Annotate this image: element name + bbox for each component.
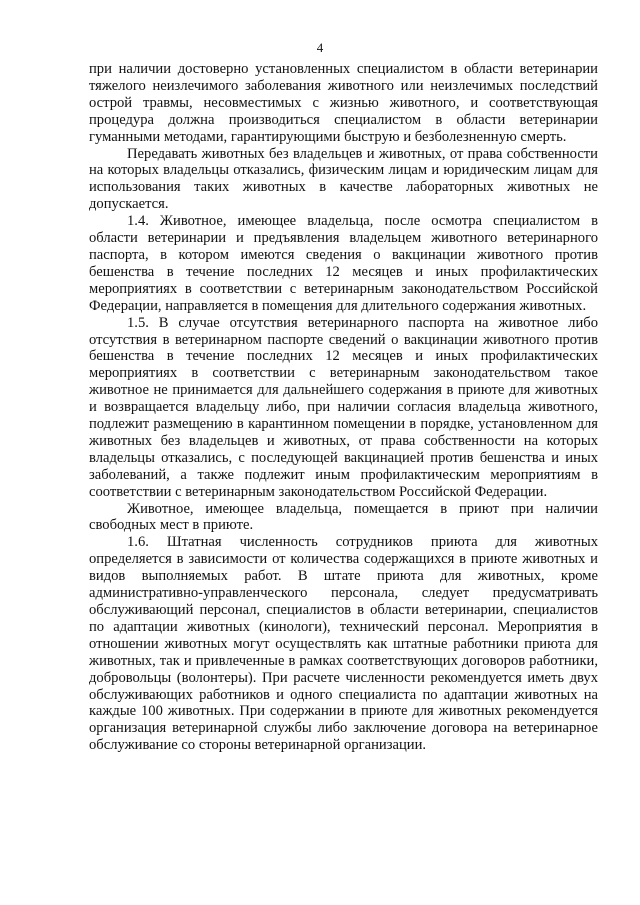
document-body — [89, 61, 598, 754]
page-number: 4 — [316, 40, 324, 55]
paragraph-1-4: 1.4. Животное, имеющее владельца, после осмотра специалистом в области ветеринарии и предъявления владельцем животного ветеринарного паспорта, в котором имеются сведения о вакцинации животного против бешенства в течение последних 12 месяцев и иных профилактических мероприятиях в соответствии с ветеринарным законодательством Российской Федерации, направляется в помещения для длительного содержания животных. — [89, 213, 598, 314]
paragraph-1-5: 1.5. В случае отсутствия ветеринарного паспорта на животное либо отсутствия в ветеринарном паспорте сведений о вакцинации животного против бешенства в течение последних 12 месяцев и иных профилактических мероприятиях в соответствии с ветеринарным законодательством такое животное не принимается для дальнейшего содержания в приюте для животных и возвращается владельцу либо, при наличии согласия владельца животного, подлежит размещению в карантинном помещении в порядке, установленном для животных без владельцев и животных, от права собственности на которых владельцы отказались, с последующей вакцинацией против бешенства и иных заболеваний, а также подлежит иным профилактическим мероприятиям в соответствии с ветеринарным законодательством Российской Федерации. — [89, 314, 598, 500]
paragraph-free-places: Животное, имеющее владельца, помещается в приют при наличии свободных мест в приюте. — [89, 500, 598, 534]
paragraph-1-6: 1.6. Штатная численность сотрудников приюта для животных определяется в зависимости от количества содержащихся в приюте животных и видов выполняемых работ. В штате приюта для животных, кроме административно-управленческого персонала, следует предусматривать обслуживающий персонал, специалистов в области ветеринарии, специалистов по адаптации животных (кинологи), технический персонал. Мероприятия в отношении животных могут осуществлять как штатные работники приюта для животных, так и привлеченные в рамках соответствующих договоров работники, добровольцы (волонтеры). При расчете численности рекомендуется иметь двух обслуживающих работников и одного специалиста по адаптации животных на каждые 100 животных. При содержании в приюте для животных рекомендуется организация ветеринарной службы либо заключение договора на ветеринарное обслуживание со стороны ветеринарной организации. — [89, 534, 598, 754]
paragraph-lab-animals: Передавать животных без владельцев и животных, от права собственности на которых владельцы отказались, физическим лицам и юридическим лицам для использования таких животных в качестве лабораторных животных не допускается. — [89, 145, 598, 213]
paragraph-continuation: при наличии достоверно установленных специалистом в области ветеринарии тяжелого неизлечимого заболевания животного или неизлечимых последствий острой травмы, несовместимых с жизнью животного, и соответствующая процедура должна производиться специалистом в области ветеринарии гуманными методами, гарантирующими быструю и безболезненную смерть. — [89, 61, 598, 145]
